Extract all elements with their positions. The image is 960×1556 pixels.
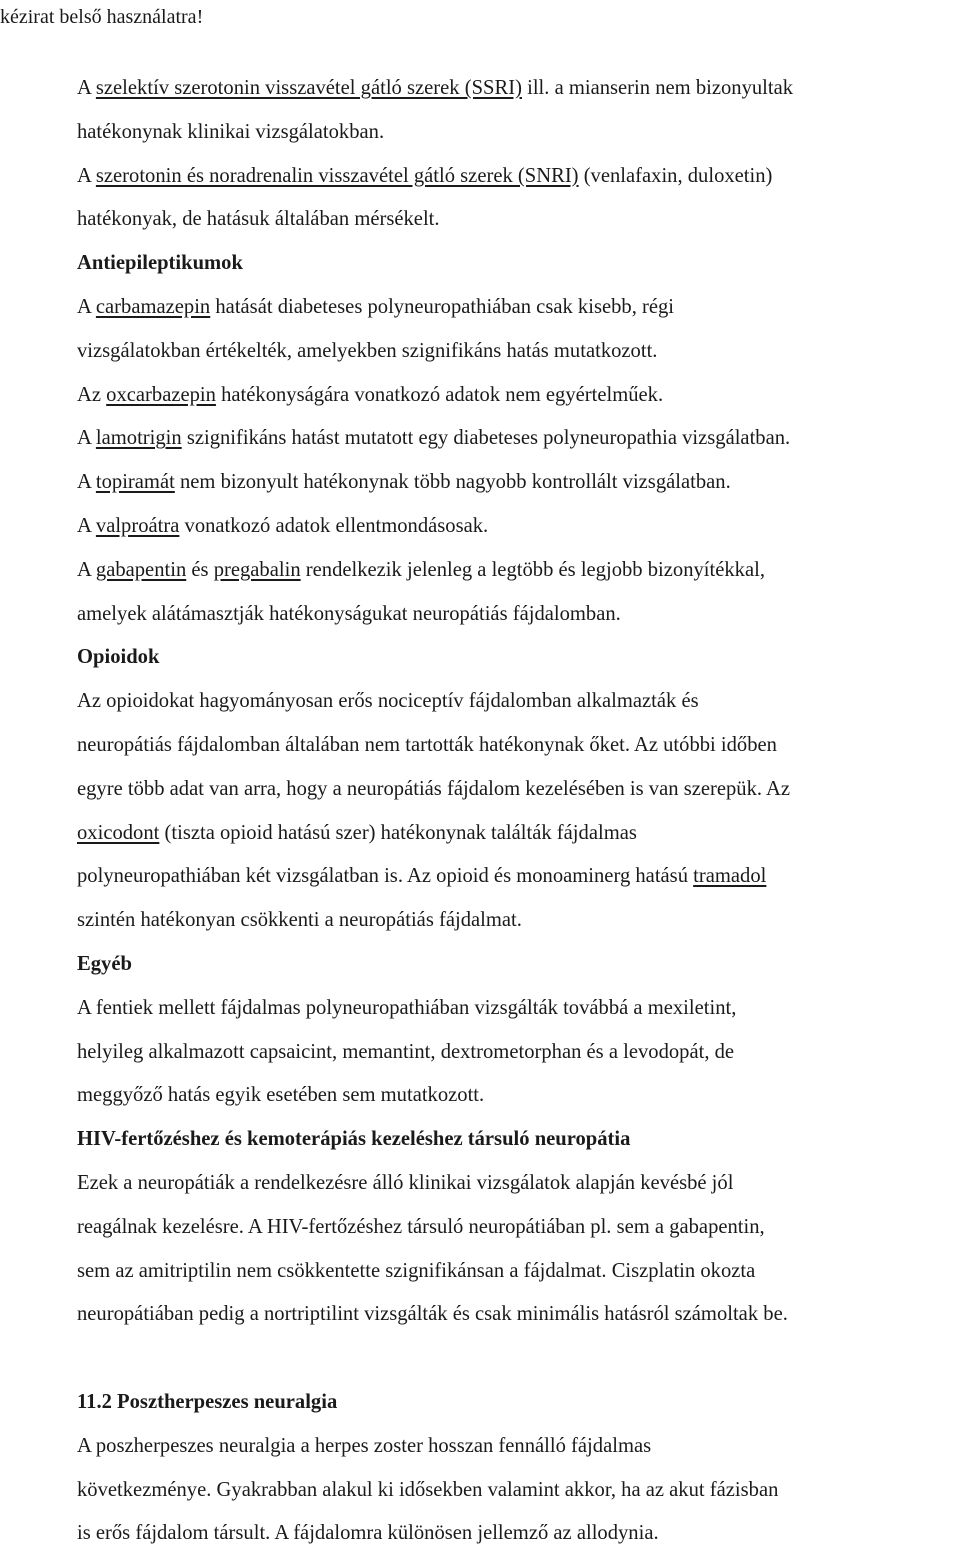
section-heading: [77, 1381, 957, 1425]
underlined-term[interactable]: oxcarbazepin: [106, 383, 216, 406]
text-segment: szintén hatékonyan csökkenti a neuropátiás fájdalmat.: [77, 909, 522, 932]
text-line: [77, 593, 957, 637]
text-line: [77, 155, 957, 199]
underlined-term[interactable]: valproátra: [95, 514, 180, 537]
document-header-note: kézirat belső használatra!: [0, 6, 204, 28]
underlined-term[interactable]: oxicodont: [77, 821, 160, 844]
section-heading: [77, 636, 957, 680]
underlined-term[interactable]: lamotrigin: [95, 427, 182, 450]
section-heading: [77, 242, 957, 286]
text-line: [77, 1206, 957, 1250]
text-segment: A: [77, 427, 96, 450]
section-heading: [77, 943, 957, 987]
text-line: [77, 461, 957, 505]
text-segment: A: [77, 164, 96, 187]
text-line: [77, 1425, 957, 1469]
text-segment: A fentiek mellett fájdalmas polyneuropathiában vizsgálták továbbá a mexiletint,: [77, 996, 737, 1019]
text-segment: A: [77, 295, 96, 318]
text-segment: A: [77, 77, 96, 99]
text-line: [77, 1512, 957, 1556]
underlined-term[interactable]: tramadol: [693, 865, 767, 888]
text-line: [77, 374, 957, 418]
text-segment: HIV-fertőzéshez és kemoterápiás kezeléshez társuló neuropátia: [77, 1128, 631, 1151]
document-body: [77, 67, 957, 1556]
text-line: [77, 67, 957, 111]
text-segment: vizsgálatokban értékelték, amelyekben szignifikáns hatás mutatkozott.: [77, 339, 658, 362]
text-segment: is erős fájdalom társult. A fájdalomra különösen jellemző az allodynia.: [77, 1522, 659, 1545]
text-line: [77, 1250, 957, 1294]
text-segment: Egyéb: [77, 952, 132, 975]
text-line: [77, 680, 957, 724]
text-line: [77, 1469, 957, 1513]
text-segment: rendelkezik jelenleg a legtöbb és legjobb bizonyítékkal,: [300, 558, 765, 581]
text-segment: hatékonynak klinikai vizsgálatokban.: [77, 120, 385, 143]
text-segment: polyneuropathiában két vizsgálatban is. Az opioid és monoaminerg hatású: [77, 865, 694, 888]
text-segment: ill. a mianserin nem bizonyultak: [521, 77, 794, 99]
underlined-term[interactable]: pregabalin: [213, 558, 301, 581]
text-line: [77, 1031, 957, 1075]
text-segment: sem az amitriptilin nem csökkentette szignifikánsan a fájdalmat. Ciszplatin okozta: [77, 1259, 756, 1282]
text-segment: Ezek a neuropátiák a rendelkezésre álló klinikai vizsgálatok alapján kevésbé jól: [77, 1171, 734, 1194]
text-line: [77, 330, 957, 374]
text-line: [77, 812, 957, 856]
blank-line: [77, 1337, 957, 1381]
text-segment: hatékonyságára vonatkozó adatok nem egyértelműek.: [215, 383, 664, 406]
text-segment: Az: [77, 383, 107, 406]
underlined-term[interactable]: szelektív szerotonin visszavétel gátló szerek (SSRI): [95, 77, 522, 99]
section-heading: [77, 1118, 957, 1162]
text-segment: következménye. Gyakrabban alakul ki idősekben valamint akkor, ha az akut fázisban: [77, 1478, 779, 1501]
text-segment: amelyek alátámasztják hatékonyságukat neuropátiás fájdalomban.: [77, 602, 621, 625]
underlined-term[interactable]: carbamazepin: [95, 295, 211, 318]
text-segment: A: [77, 558, 96, 581]
text-line: [77, 1074, 957, 1118]
text-line: [77, 768, 957, 812]
text-segment: és: [186, 558, 214, 581]
text-segment: meggyőző hatás egyik esetében sem mutatkozott.: [77, 1084, 485, 1107]
text-line: [77, 417, 957, 461]
text-segment: Az opioidokat hagyományosan erős nociceptív fájdalomban alkalmazták és: [77, 690, 699, 713]
text-line: [77, 1293, 957, 1337]
text-line: [77, 111, 957, 155]
text-line: [77, 855, 957, 899]
underlined-term[interactable]: szerotonin és noradrenalin visszavétel gátló szerek (SNRI): [95, 164, 579, 187]
text-line: [77, 505, 957, 549]
text-segment: neuropátiás fájdalomban általában nem tartották hatékonynak őket. Az utóbbi időben: [77, 733, 777, 756]
text-segment: egyre több adat van arra, hogy a neuropátiás fájdalom kezelésében is van szerepük. Az: [77, 777, 791, 800]
text-segment: (venlafaxin, duloxetin): [578, 164, 773, 187]
text-line: [77, 198, 957, 242]
text-line: [77, 549, 957, 593]
text-line: [77, 899, 957, 943]
underlined-term[interactable]: topiramát: [95, 471, 175, 494]
text-segment: szignifikáns hatást mutatott egy diabeteses polyneuropathia vizsgálatban.: [181, 427, 791, 450]
text-segment: neuropátiában pedig a nortriptilint vizsgálták és csak minimális hatásról számoltak be.: [77, 1303, 788, 1326]
text-segment: A: [77, 471, 96, 494]
text-segment: 11.2 Posztherpeszes neuralgia: [77, 1390, 338, 1413]
text-segment: (tiszta opioid hatású szer) hatékonynak találták fájdalmas: [159, 821, 637, 844]
text-segment: Opioidok: [77, 646, 160, 669]
text-segment: Antiepileptikumok: [77, 252, 243, 275]
text-segment: reagálnak kezelésre. A HIV-fertőzéshez társuló neuropátiában pl. sem a gabapentin,: [77, 1215, 765, 1238]
text-line: [77, 987, 957, 1031]
text-line: [77, 724, 957, 768]
text-segment: A: [77, 514, 96, 537]
text-segment: hatékonyak, de hatásuk általában mérsékelt.: [77, 208, 440, 231]
text-line: [77, 1162, 957, 1206]
text-segment: helyileg alkalmazott capsaicint, memantint, dextrometorphan és a levodopát, de: [77, 1040, 735, 1063]
underlined-term[interactable]: gabapentin: [95, 558, 187, 581]
text-line: [77, 286, 957, 330]
text-segment: nem bizonyult hatékonynak több nagyobb kontrollált vizsgálatban.: [174, 471, 731, 494]
text-segment: hatását diabeteses polyneuropathiában csak kisebb, régi: [210, 295, 675, 318]
text-segment: A poszherpeszes neuralgia a herpes zoster hosszan fennálló fájdalmas: [77, 1434, 652, 1457]
text-segment: vonatkozó adatok ellentmondásosak.: [179, 514, 489, 537]
